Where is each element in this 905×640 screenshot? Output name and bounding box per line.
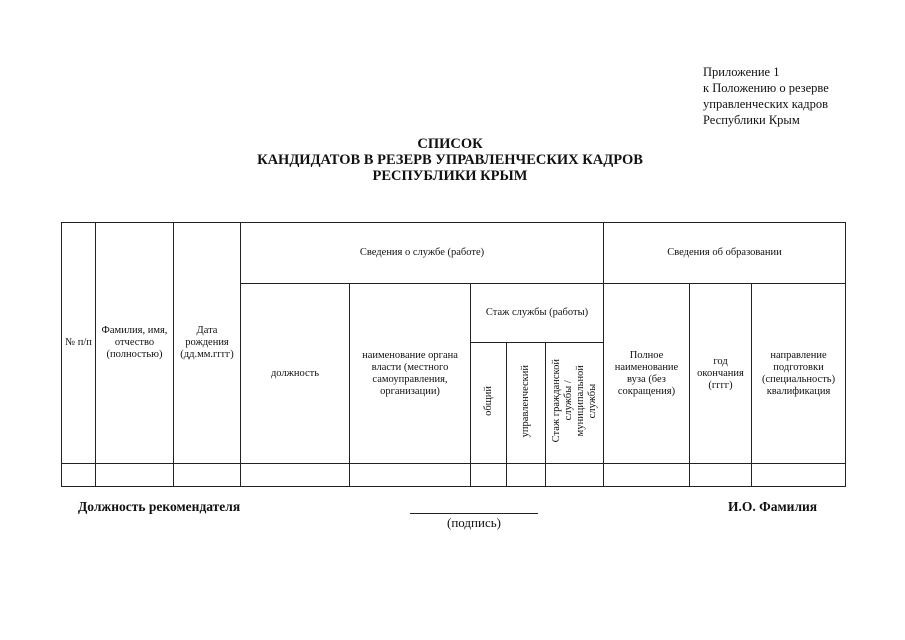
title-line-2: КАНДИДАТОВ В РЕЗЕРВ УПРАВЛЕНЧЕСКИХ КАДРОВ <box>257 152 643 168</box>
table-cell[interactable] <box>507 464 546 487</box>
header-experience-total-cell <box>471 343 507 464</box>
header-specialty: направление подготовки (специальность) квалификация <box>752 284 846 464</box>
appendix-note: Приложение 1 к Положению о резерве управленческих кадров Республики Крым <box>703 65 829 127</box>
table-cell[interactable] <box>241 464 350 487</box>
header-organization: наименование органа власти (местного самоуправления, организации) <box>350 284 471 464</box>
header-university: Полное наименование вуза (без сокращения) <box>604 284 690 464</box>
header-graduation-year: год окончания (гггг) <box>690 284 752 464</box>
document-title <box>230 136 670 184</box>
title-line-3: РЕСПУБЛИКИ КРЫМ <box>372 168 528 184</box>
header-experience-civil-cell <box>546 343 604 464</box>
table-cell[interactable] <box>604 464 690 487</box>
header-experience-total: общий <box>482 386 494 416</box>
table-cell[interactable] <box>350 464 471 487</box>
table-cell[interactable] <box>690 464 752 487</box>
header-experience-group: Стаж службы (работы) <box>471 284 604 343</box>
table-cell[interactable] <box>174 464 241 487</box>
table-cell[interactable] <box>546 464 604 487</box>
recommender-position: Должность рекомендателя <box>78 499 241 514</box>
table-cell[interactable] <box>96 464 174 487</box>
title-line-1: СПИСОК <box>417 136 483 152</box>
header-number: № п/п <box>62 223 96 464</box>
table-cell[interactable] <box>62 464 96 487</box>
header-experience-managerial: управленческий <box>520 364 531 438</box>
signature-line <box>410 513 538 514</box>
candidates-table <box>61 222 846 487</box>
header-experience-managerial-cell <box>507 343 546 464</box>
header-education-group: Сведения об образовании <box>604 223 846 284</box>
table-cell[interactable] <box>752 464 846 487</box>
table-row <box>62 464 846 487</box>
table-cell[interactable] <box>471 464 507 487</box>
header-full-name: Фамилия, имя, отчество (полностью) <box>96 223 174 464</box>
header-position: должность <box>241 284 350 464</box>
signer-name: И.О. Фамилия <box>728 499 818 514</box>
header-birth-date: Дата рождения (дд.мм.гггг) <box>174 223 241 464</box>
header-experience-civil: Стаж гражданской службы / муниципальной службы <box>550 359 598 443</box>
header-service-group: Сведения о службе (работе) <box>241 223 604 284</box>
signature-label: (подпись) <box>447 515 501 530</box>
